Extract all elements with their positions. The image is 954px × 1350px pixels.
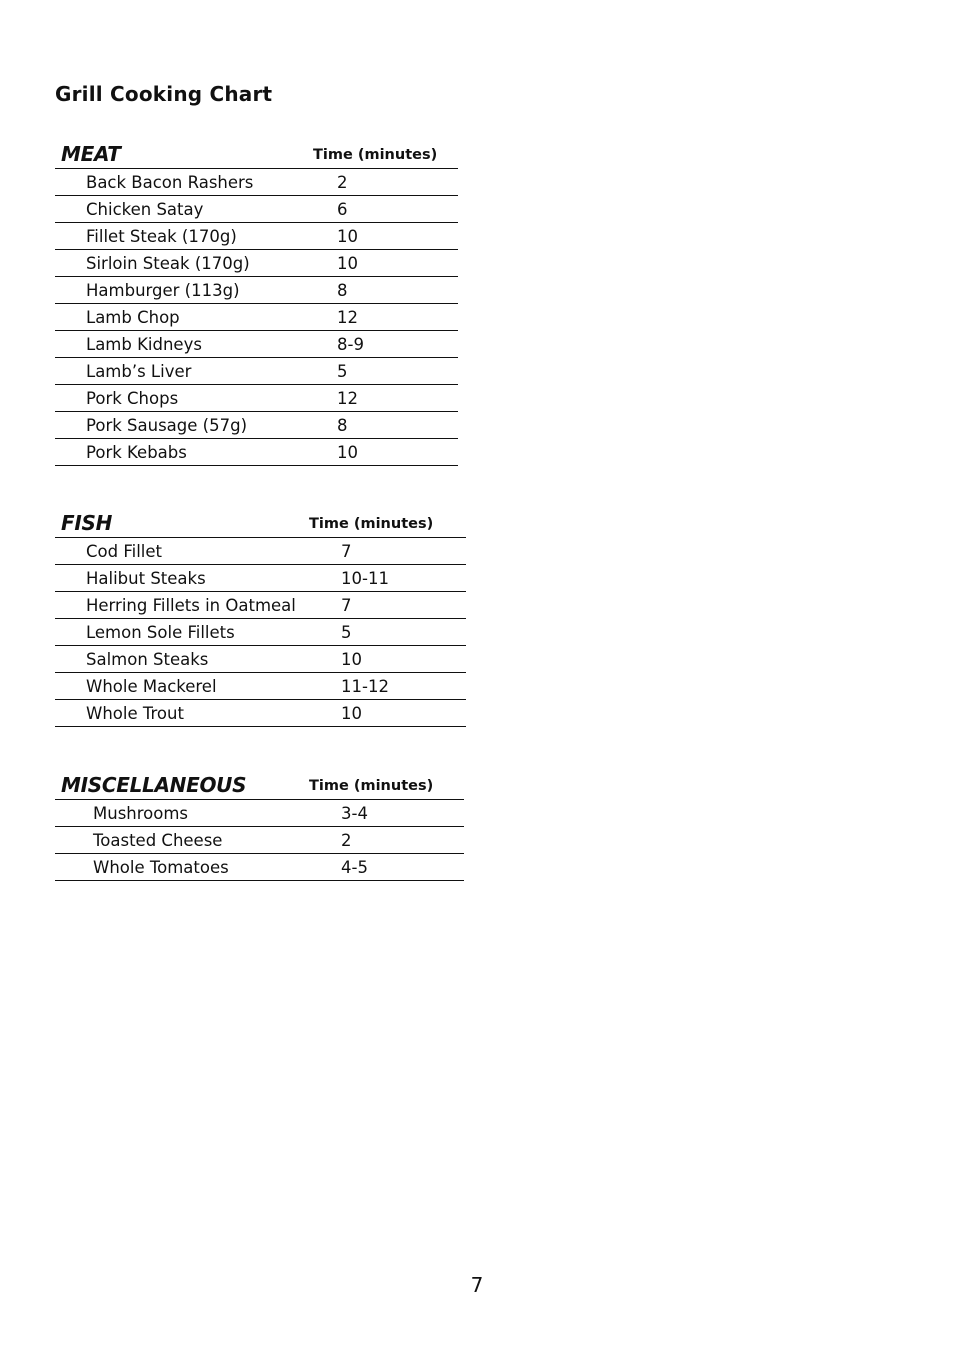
- cooking-time: 6: [337, 200, 348, 219]
- cooking-time: 2: [341, 831, 352, 850]
- cooking-time: 10-11: [341, 569, 389, 588]
- fish-table: [55, 507, 466, 727]
- table-row: [55, 618, 466, 645]
- food-name: Whole Tomatoes: [93, 858, 229, 877]
- cooking-time: 8-9: [337, 335, 364, 354]
- food-name: Sirloin Steak (170g): [86, 254, 250, 273]
- food-name: Whole Mackerel: [86, 677, 217, 696]
- cooking-time: 8: [337, 281, 348, 300]
- fish-time-column-header: Time (minutes): [309, 516, 434, 532]
- food-name: Fillet Steak (170g): [86, 227, 237, 246]
- table-row: [55, 537, 466, 564]
- food-name: Lemon Sole Fillets: [86, 623, 235, 642]
- cooking-time: 11-12: [341, 677, 389, 696]
- table-row: [55, 645, 466, 672]
- food-name: Mushrooms: [93, 804, 189, 823]
- food-name: Cod Fillet: [86, 542, 162, 561]
- table-row: [55, 591, 466, 618]
- table-row: [55, 384, 458, 411]
- table-row: [55, 357, 458, 384]
- fish-section-title: FISH: [61, 511, 113, 535]
- table-row: [55, 438, 458, 466]
- food-name: Pork Chops: [86, 389, 179, 408]
- food-name: Whole Trout: [86, 704, 184, 723]
- food-name: Pork Kebabs: [86, 443, 187, 462]
- table-row: [55, 249, 458, 276]
- fish-table-header: [55, 507, 466, 537]
- meat-table-header: [55, 138, 458, 168]
- table-row: [55, 826, 464, 853]
- cooking-time: 3-4: [341, 804, 368, 823]
- food-name: Pork Sausage (57g): [86, 416, 248, 435]
- food-name: Salmon Steaks: [86, 650, 209, 669]
- cooking-time: 10: [337, 254, 358, 273]
- table-row: [55, 411, 458, 438]
- page-title: Grill Cooking Chart: [55, 82, 273, 106]
- cooking-time: 10: [337, 227, 358, 246]
- food-name: Halibut Steaks: [86, 569, 206, 588]
- food-name: Lamb Kidneys: [86, 335, 202, 354]
- page-number: 7: [470, 1273, 484, 1297]
- cooking-time: 10: [341, 650, 362, 669]
- table-row: [55, 853, 464, 881]
- cooking-time: 10: [337, 443, 358, 462]
- table-row: [55, 330, 458, 357]
- table-row: [55, 699, 466, 727]
- miscellaneous-table: [55, 769, 464, 881]
- cooking-time: 4-5: [341, 858, 368, 877]
- meat-time-column-header: Time (minutes): [313, 147, 438, 163]
- miscellaneous-table-header: [55, 769, 464, 799]
- miscellaneous-rows: [55, 799, 464, 881]
- miscellaneous-section-title: MISCELLANEOUS: [61, 773, 247, 797]
- meat-section-title: MEAT: [61, 142, 121, 166]
- food-name: Toasted Cheese: [93, 831, 223, 850]
- cooking-time: 12: [337, 389, 358, 408]
- cooking-time: 5: [337, 362, 348, 381]
- cooking-time: 12: [337, 308, 358, 327]
- miscellaneous-time-column-header: Time (minutes): [309, 778, 434, 794]
- table-row: [55, 168, 458, 195]
- table-row: [55, 564, 466, 591]
- table-row: [55, 222, 458, 249]
- meat-table: [55, 138, 458, 466]
- cooking-time: 7: [341, 542, 352, 561]
- cooking-time: 10: [341, 704, 362, 723]
- fish-rows: [55, 537, 466, 727]
- food-name: Lamb’s Liver: [86, 362, 192, 381]
- cooking-time: 2: [337, 173, 348, 192]
- table-row: [55, 276, 458, 303]
- table-row: [55, 799, 464, 826]
- cooking-time: 8: [337, 416, 348, 435]
- food-name: Chicken Satay: [86, 200, 204, 219]
- food-name: Lamb Chop: [86, 308, 180, 327]
- table-row: [55, 195, 458, 222]
- table-row: [55, 303, 458, 330]
- food-name: Back Bacon Rashers: [86, 173, 254, 192]
- food-name: Hamburger (113g): [86, 281, 240, 300]
- food-name: Herring Fillets in Oatmeal: [86, 596, 296, 615]
- table-row: [55, 672, 466, 699]
- meat-rows: [55, 168, 458, 466]
- cooking-time: 5: [341, 623, 352, 642]
- cooking-time: 7: [341, 596, 352, 615]
